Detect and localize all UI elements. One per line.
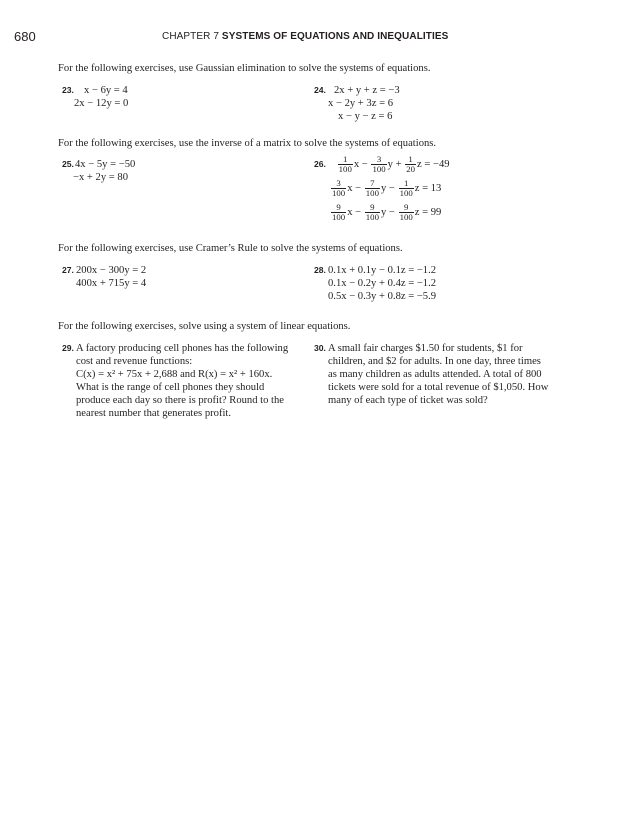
- equation: x − 2y + 3z = 6: [328, 98, 394, 109]
- exercise-29: [62, 342, 288, 420]
- chapter-header: [162, 31, 448, 42]
- word-problem-line: A factory producing cell phones has the following: [76, 343, 289, 354]
- equation: 2x − 12y = 0: [74, 98, 129, 109]
- equation: x − y − z = 6: [338, 111, 393, 122]
- exercise-27: [62, 264, 146, 290]
- word-problem-line: nearest number that generates profit.: [76, 408, 232, 419]
- page-number: 680: [14, 29, 36, 44]
- equation: −x + 2y = 80: [73, 172, 129, 183]
- exercise-number: 23.: [62, 85, 74, 95]
- equation: 0.1x + 0.1y − 0.1z = −1.2: [328, 265, 437, 276]
- fraction: $\frac{9}{100}$: [365, 202, 379, 223]
- fraction: $\frac{1}{20}$: [406, 154, 416, 175]
- equation: x − 6y = 4: [84, 85, 128, 96]
- chapter-prefix: CHAPTER 7: [162, 31, 220, 42]
- word-problem-line: cost and revenue functions:: [76, 356, 193, 367]
- chapter-title: SYSTEMS OF EQUATIONS AND INEQUALITIES: [221, 31, 449, 42]
- exercise-number: 28.: [314, 265, 326, 275]
- equation-term: y −: [380, 183, 395, 194]
- fraction: $\frac{7}{100}$: [365, 178, 379, 199]
- equation: 0.5x − 0.3y + 0.8z = −5.9: [328, 291, 437, 302]
- word-problem-line: A small fair charges $1.50 for students, $1 for: [328, 343, 523, 354]
- exercise-24: [314, 84, 400, 123]
- equation-term: x −: [353, 159, 368, 170]
- equation: 4x − 5y = −50: [75, 159, 136, 170]
- instruction-cramer: For the following exercises, use Cramer’s Rule to solve the systems of equations.: [58, 243, 403, 254]
- word-problem-line: many of each type of ticket was sold?: [328, 395, 488, 406]
- fraction: $\frac{3}{100}$: [332, 178, 346, 199]
- exercise-number: 29.: [62, 343, 74, 353]
- exercise-26: [314, 154, 450, 223]
- exercise-23: [62, 84, 128, 110]
- word-problem-line: C(x) = x² + 75x + 2,688 and R(x) = x² + 160x.: [76, 369, 273, 380]
- fraction: $\frac{1}{100}$: [338, 154, 352, 175]
- equation-term: y +: [387, 159, 402, 170]
- equation-term: x −: [347, 207, 362, 218]
- exercise-number: 25.: [62, 159, 74, 169]
- word-problem-line: as many children as adults attended. A total of 800: [328, 369, 542, 380]
- instruction-linear: For the following exercises, solve using a system of linear equations.: [58, 321, 351, 332]
- fraction: $\frac{9}{100}$: [399, 202, 413, 223]
- fraction: $\frac{3}{100}$: [372, 154, 386, 175]
- exercise-number: 30.: [314, 343, 326, 353]
- exercise-25: [62, 158, 135, 184]
- equation: 2x + y + z = −3: [334, 85, 400, 96]
- equation-term: y −: [380, 207, 395, 218]
- exercise-30: [314, 342, 548, 407]
- instruction-gaussian: For the following exercises, use Gaussian elimination to solve the systems of equations.: [58, 63, 431, 74]
- exercise-number: 24.: [314, 85, 326, 95]
- exercise-28: [314, 264, 436, 303]
- exercise-number: 26.: [314, 159, 326, 169]
- equation: 200x − 300y = 2: [76, 265, 147, 276]
- word-problem-line: tickets were sold for a total revenue of $1,050. How: [328, 382, 549, 393]
- equation-term: z = −49: [417, 159, 450, 170]
- instruction-inverse: For the following exercises, use the inverse of a matrix to solve the systems of equations.: [58, 138, 437, 149]
- word-problem-line: What is the range of cell phones they should: [76, 382, 265, 393]
- equation-term: z = 99: [414, 207, 442, 218]
- word-problem-line: children, and $2 for adults. In one day, three times: [328, 356, 541, 367]
- fraction: $\frac{9}{100}$: [332, 202, 346, 223]
- equation-term: x −: [347, 183, 362, 194]
- equation-term: z = 13: [414, 183, 442, 194]
- fraction: $\frac{1}{100}$: [399, 178, 413, 199]
- equation: 400x + 715y = 4: [76, 278, 147, 289]
- exercise-number: 27.: [62, 265, 74, 275]
- equation: 0.1x − 0.2y + 0.4z = −1.2: [328, 278, 437, 289]
- word-problem-line: produce each day so there is profit? Round to the: [76, 395, 284, 406]
